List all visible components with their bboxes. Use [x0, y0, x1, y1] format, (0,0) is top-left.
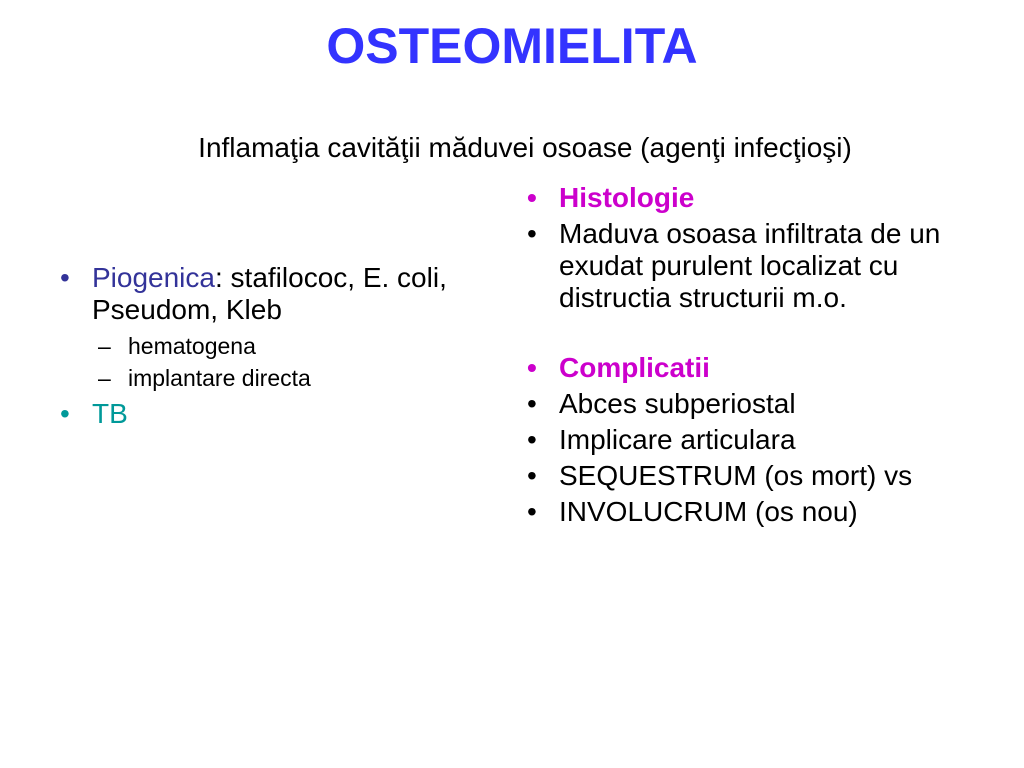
slide-subtitle: Inflamaţia cavităţii măduvei osoase (agenţi infecţioşi): [198, 132, 852, 163]
bullet-mark: •: [527, 424, 537, 455]
histology-text: Maduva osoasa infiltrata de un exudat purulent localizat cu distructia structurii m.o.: [559, 218, 941, 313]
sub-bullet-implantare: [48, 362, 488, 394]
bullet-sequestrum: [515, 460, 985, 492]
bullet-implicare: [515, 424, 985, 456]
bullet-involucrum: [515, 496, 985, 528]
bullet-mark: •: [527, 182, 537, 213]
bullet-tb: [48, 398, 488, 430]
bullet-mark: •: [527, 218, 537, 249]
bullet-histology-text: [515, 218, 985, 314]
complication-item: Abces subperiostal: [559, 388, 796, 419]
bullet-histologie: [515, 182, 985, 214]
histology-heading: Histologie: [559, 182, 695, 213]
right-bullet-list: [515, 182, 985, 528]
complication-item: INVOLUCRUM (os nou): [559, 496, 858, 527]
bullet-mark: •: [527, 388, 537, 419]
sub-bullet-label: implantare directa: [128, 365, 311, 391]
left-bullet-list: [48, 262, 488, 430]
piogenica-detail: : stafilococ, E. coli, Pseudom, Kleb: [92, 262, 447, 325]
complication-item: SEQUESTRUM (os mort) vs: [559, 460, 913, 491]
bullet-mark: •: [60, 262, 70, 293]
bullet-piogenica: [48, 262, 488, 326]
sub-bullet-hematogena: [48, 330, 488, 362]
complication-item: Implicare articulara: [559, 424, 796, 455]
tb-term: TB: [92, 398, 128, 429]
dash-mark: –: [98, 333, 111, 359]
slide-title: OSTEOMIELITA: [326, 18, 698, 74]
bullet-mark: •: [60, 398, 70, 429]
piogenica-term: Piogenica: [92, 262, 215, 293]
left-column: [48, 262, 488, 430]
bullet-mark: •: [527, 460, 537, 491]
sub-bullet-label: hematogena: [128, 333, 256, 359]
dash-mark: –: [98, 365, 111, 391]
bullet-mark: •: [527, 352, 537, 383]
complications-heading: Complicatii: [559, 352, 710, 383]
bullet-complicatii: [515, 352, 985, 384]
bullet-mark: •: [527, 496, 537, 527]
bullet-abces: [515, 388, 985, 420]
right-column: [515, 182, 985, 528]
